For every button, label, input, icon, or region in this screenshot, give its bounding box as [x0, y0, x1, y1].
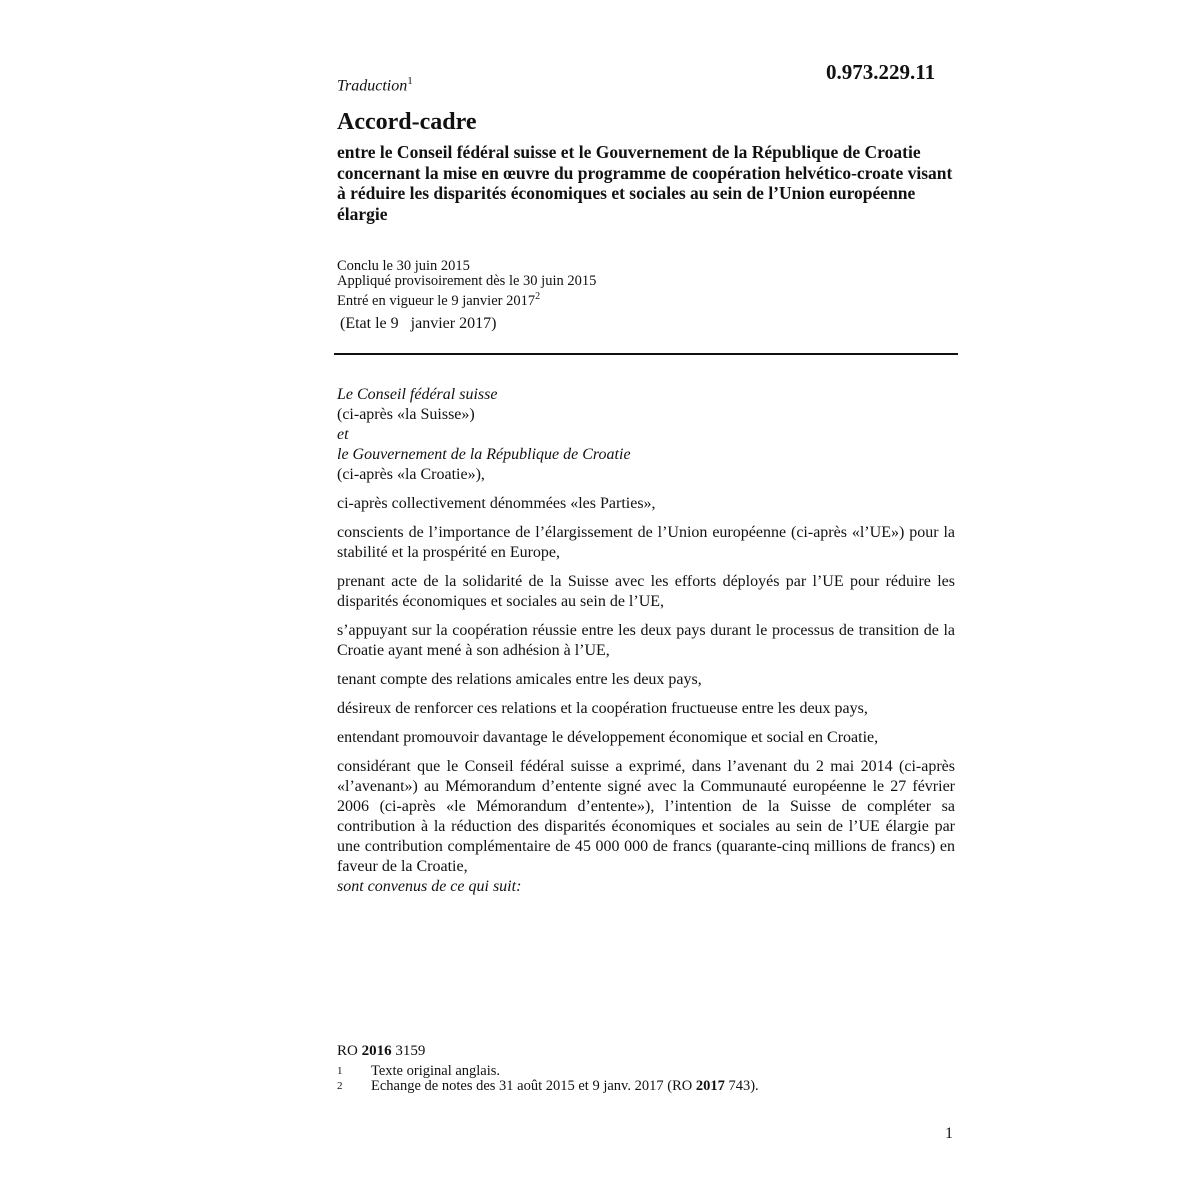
document-title: Accord-cadre — [337, 109, 477, 135]
footnote-1 — [337, 1064, 759, 1079]
translation-text: Traduction — [337, 77, 408, 95]
preamble-paragraph: désireux de renforcer ces relations et la coopération fructueuse entre les deux pays, — [337, 700, 868, 717]
entry-into-force-text: Entré en vigueur le 9 janvier 2017 — [337, 292, 536, 309]
footnote-text: Texte original anglais. — [371, 1063, 501, 1079]
party1-alias: (ci-après «la Suisse») — [337, 406, 475, 423]
parties-conjunction: et — [337, 426, 349, 443]
dates-block — [337, 259, 596, 309]
footnote-ref-1[interactable]: 1 — [407, 75, 413, 87]
ro-reference — [337, 1044, 759, 1059]
party1-name: Le Conseil fédéral suisse — [337, 386, 498, 403]
preamble-paragraph: tenant compte des relations amicales entre les deux pays, — [337, 671, 702, 688]
footnote-text — [371, 1079, 759, 1094]
translation-label — [337, 75, 413, 95]
party2-alias: (ci-après «la Croatie»), — [337, 466, 485, 483]
footnote-number: 1 — [337, 1065, 343, 1077]
preamble-paragraph: conscients de l’importance de l’élargissement de l’Union européenne (ci-après «l’UE») pour la stabilité et la prospérité en Europe, — [337, 524, 955, 561]
concluded-date: Conclu le 30 juin 2015 — [337, 258, 470, 274]
applied-date: Appliqué provisoirement dès le 30 juin 2015 — [337, 273, 597, 289]
footnote-number: 2 — [337, 1080, 343, 1092]
preamble-paragraph: entendant promouvoir davantage le développement économique et social en Croatie, — [337, 729, 879, 746]
page-number: 1 — [945, 1125, 953, 1142]
footnotes-area — [337, 1044, 759, 1094]
ro-year: 2016 — [361, 1043, 392, 1059]
entry-into-force-date — [337, 289, 596, 309]
party2-name: le Gouvernement de la République de Croatie — [337, 446, 631, 463]
sr-number: 0.973.229.11 — [826, 60, 936, 84]
preamble-paragraph: prenant acte de la solidarité de la Suisse avec les efforts déployés par l’UE pour réduire les disparités économiques et sociales au sein de l’UE, — [337, 573, 955, 610]
footnote-text-after: 743). — [728, 1078, 759, 1094]
parties-block — [337, 385, 955, 485]
closing-line: sont convenus de ce qui suit: — [337, 878, 522, 895]
header-divider — [334, 353, 958, 355]
preamble-body — [337, 385, 955, 897]
footnote-text-before: Echange de notes des 31 août 2015 et 9 janv. 2017 (RO — [371, 1078, 693, 1094]
footnote-2 — [337, 1079, 759, 1094]
ro-prefix: RO — [337, 1043, 358, 1059]
preamble-paragraph: s’appuyant sur la coopération réussie entre les deux pays durant le processus de transition de la Croatie ayant mené à son adhésion à l’UE, — [337, 622, 955, 659]
status-date: (Etat le 9 janvier 2017) — [340, 315, 497, 332]
preamble-paragraph: considérant que le Conseil fédéral suisse a exprimé, dans l’avenant du 2 mai 2014 (ci-après «l’avenant») au Mémorandum d’entente signé avec la Communauté européenne le 27 février 2006 (ci-après «le Mémorandum d’entente»), l’intention de la Suisse de compléter sa contribution à la réduction des disparités économiques et sociales au sein de l’UE élargie par une contribution complémentaire de 45 000 000 de francs (quarante-cinq millions de francs) en faveur de la Croatie, — [337, 758, 955, 875]
ro-page: 3159 — [395, 1043, 426, 1059]
footnote-ref-2[interactable]: 2 — [535, 291, 541, 302]
preamble-paragraph: ci-après collectivement dénommées «les Parties», — [337, 495, 656, 512]
footnote-year: 2017 — [695, 1078, 725, 1094]
document-subtitle: entre le Conseil fédéral suisse et le Gouvernement de la République de Croatie concernant la mise en œuvre du programme de coopération helvético-croate visant à réduire les disparités économiques et sociales au sein de l’Union européenne élargie — [337, 142, 953, 224]
